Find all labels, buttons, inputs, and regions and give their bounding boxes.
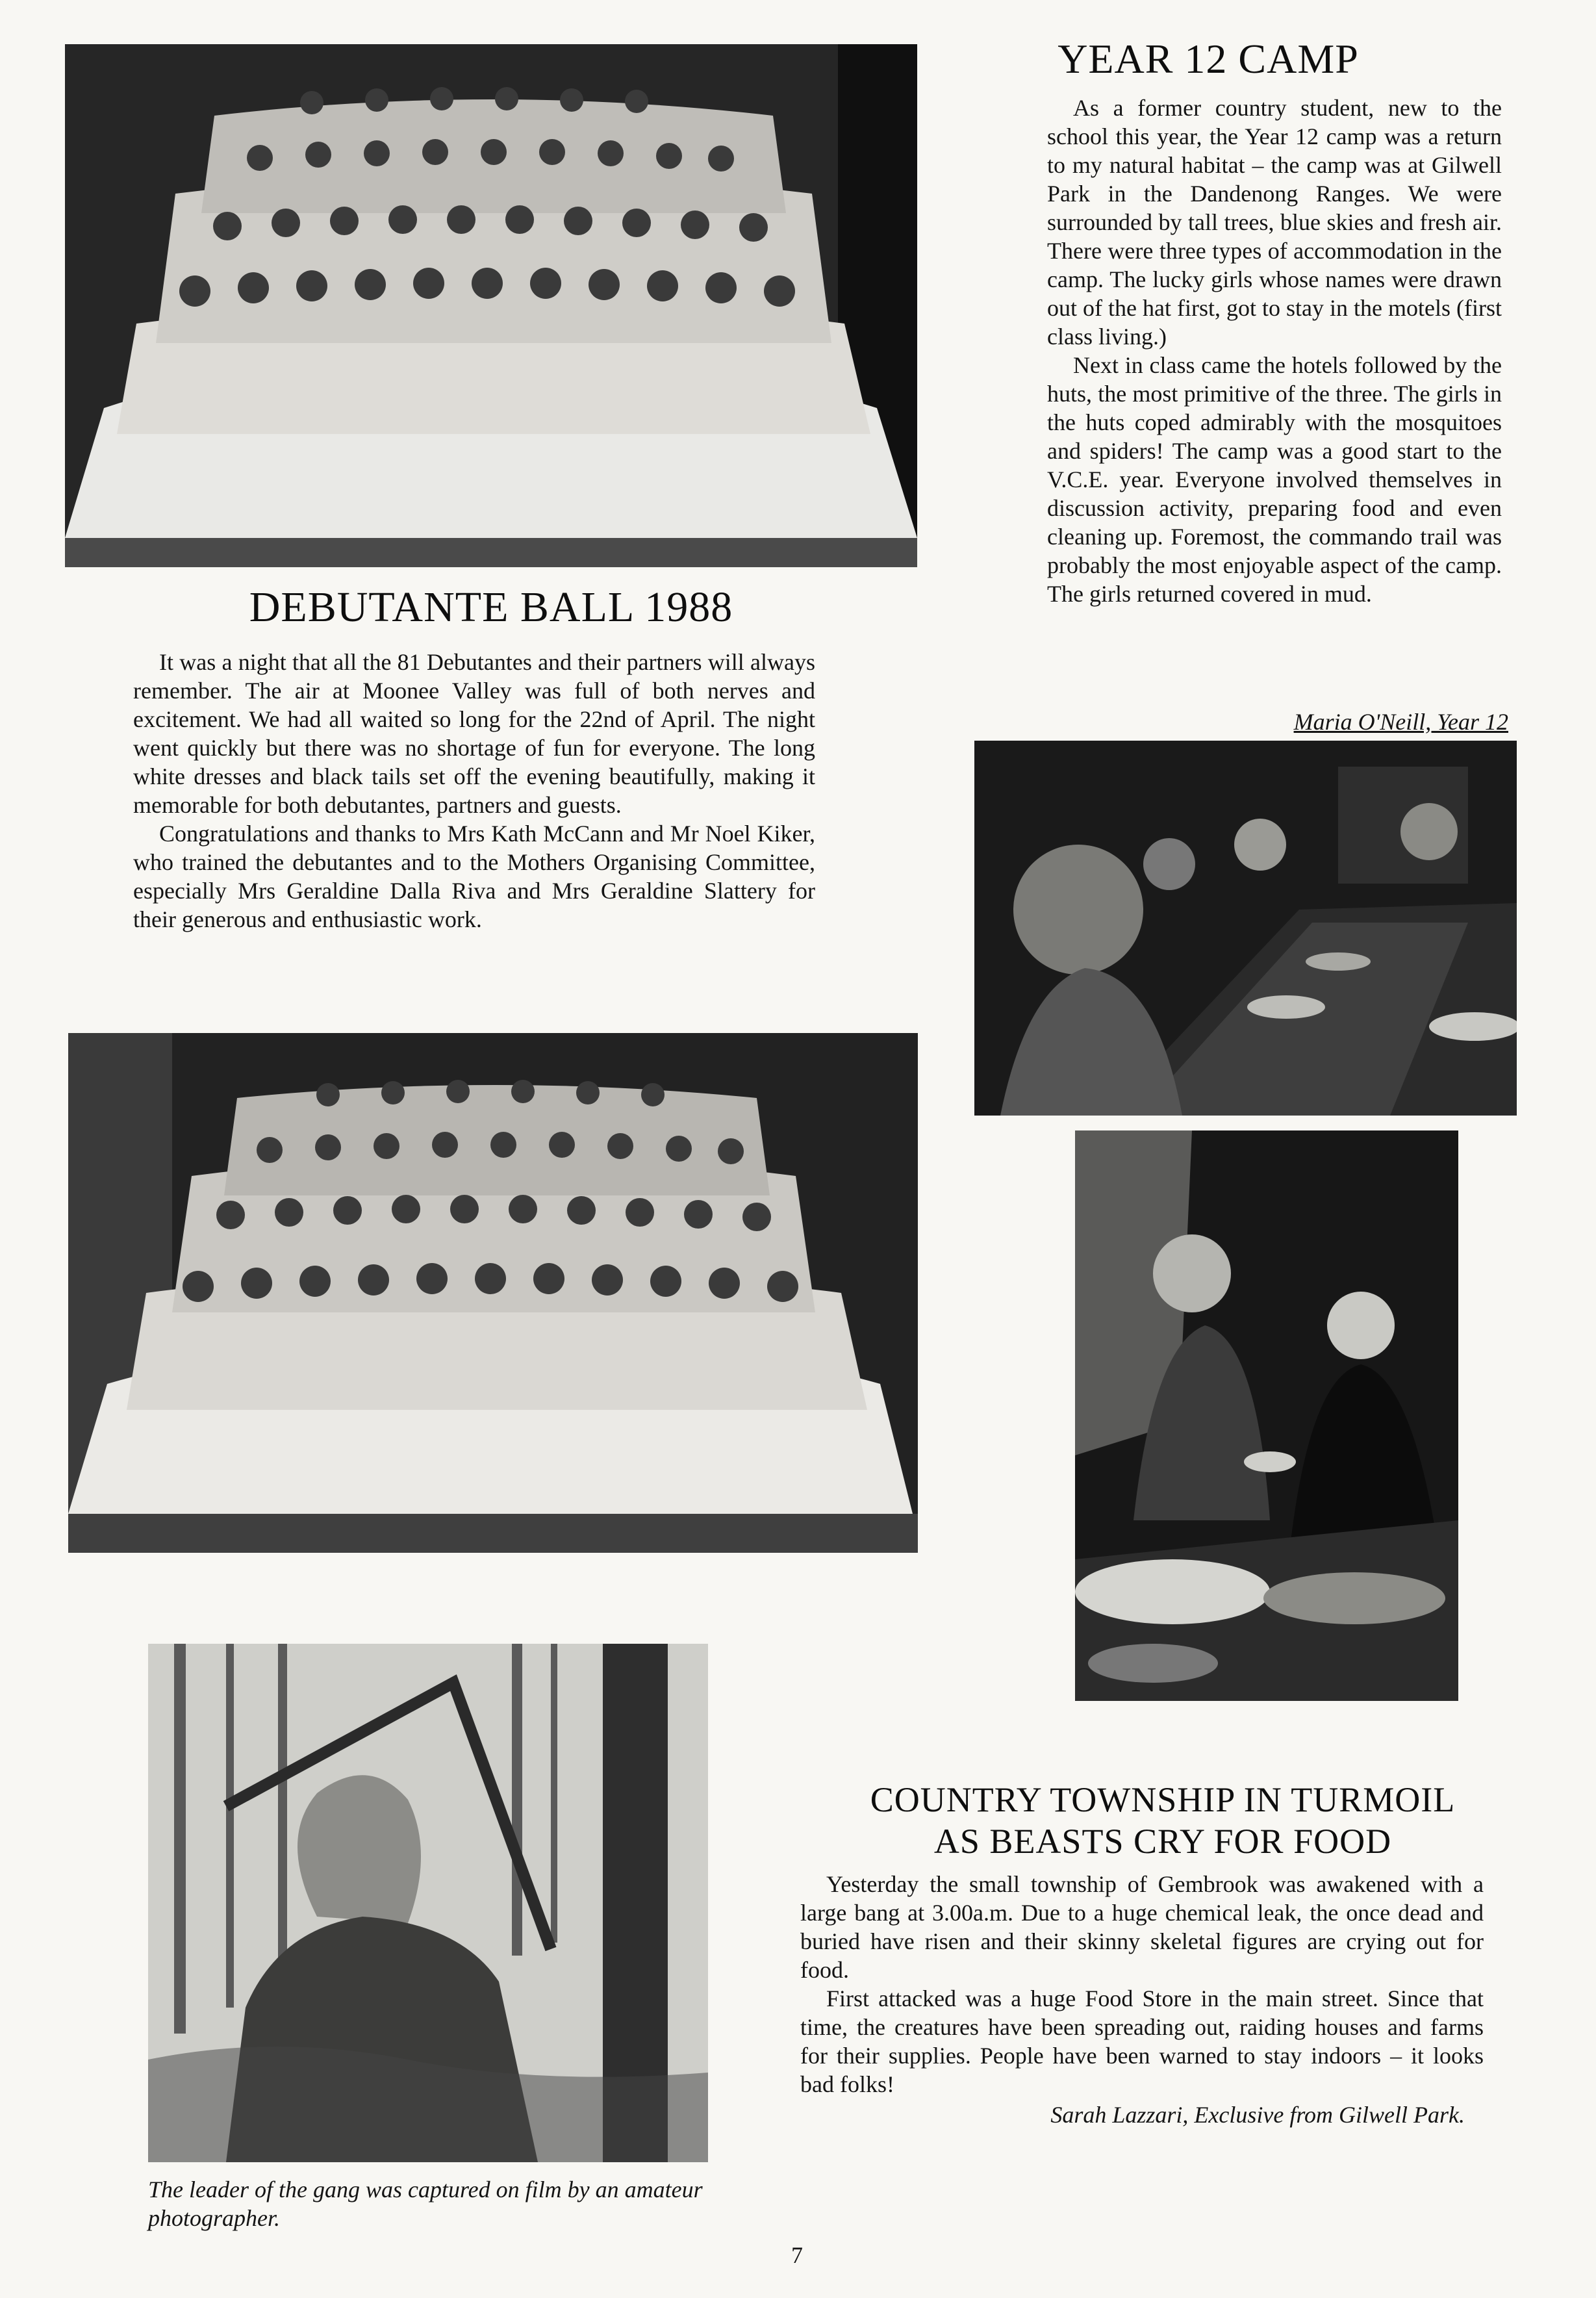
turmoil-paragraph-1: Yesterday the small township of Gembrook was awakened with a large bang at 3.00a.m. Due to a huge chemical leak, the once dead and buried have risen and their skinny skeletal figures are crying out for food.: [800, 1871, 1484, 1983]
gang-leader-photo: [148, 1644, 708, 2162]
year-12-camp-article: [1047, 94, 1502, 608]
debutante-paragraph-2: Congratulations and thanks to Mrs Kath McCann and Mr Noel Kiker, who trained the debutantes and to the Mothers Organising Committee, especially Mrs Geraldine Dalla Riva and Mrs Geraldine Slattery for their generous and enthusiastic work.: [133, 821, 815, 932]
turmoil-heading-line-1: COUNTRY TOWNSHIP IN TURMOIL: [870, 1780, 1456, 1819]
debutante-ball-article: [133, 648, 815, 934]
camp-serving-photo: [1075, 1130, 1458, 1701]
year-12-camp-heading: YEAR 12 CAMP: [1058, 36, 1359, 82]
camp-dinner-photo: [974, 741, 1517, 1116]
turmoil-heading: [805, 1779, 1520, 1862]
debutantes-group-photo-1: [65, 44, 917, 567]
turmoil-byline: Sarah Lazzari, Exclusive from Gilwell Park.: [1050, 2102, 1465, 2128]
debutante-paragraph-1: It was a night that all the 81 Debutantes and their partners will always remember. The air at Moonee Valley was full of both nerves and excitement. We had all waited so long for the 22nd of April. The night went quickly but there was no shortage of fun for everyone. The long white dresses and black tails set off the evening beautifully, making it memorable for both debutantes, partners and guests.: [133, 649, 815, 818]
turmoil-heading-line-2: AS BEASTS CRY FOR FOOD: [933, 1822, 1392, 1861]
turmoil-paragraph-2: First attacked was a huge Food Store in the main street. Since that time, the creatures have been spreading out, raiding houses and farms for their supplies. People have been warned to stay indoors – it looks bad folks!: [800, 1985, 1484, 2097]
photo-caption: The leader of the gang was captured on film by an amateur photographer.: [148, 2177, 703, 2231]
camp-byline: Maria O'Neill, Year 12: [1293, 709, 1508, 735]
turmoil-article: [800, 1870, 1484, 2099]
page-number: 7: [791, 2242, 803, 2268]
camp-paragraph-1: As a former country student, new to the school this year, the Year 12 camp was a return to my natural habitat – the camp was at Gilwell Park in the Dandenong Ranges. We were surrounded by tall trees, blue skies and fresh air. There were three types of accommodation in the camp. The lucky girls whose names were drawn out of the hat first, got to stay in the motels (first class living.): [1047, 95, 1502, 350]
debutante-ball-heading: DEBUTANTE BALL 1988: [249, 583, 733, 631]
camp-paragraph-2: Next in class came the hotels followed by the huts, the most primitive of the three. The girls in the huts coped admirably with the mosquitoes and spiders! The camp was a good start to the V.C.E. year. Everyone involved themselves in discussion activity, preparing food and even cleaning up. Foremost, the commando trail was probably the most enjoyable aspect of the camp. The girls returned covered in mud.: [1047, 352, 1502, 607]
debutantes-group-photo-2: [68, 1033, 918, 1553]
